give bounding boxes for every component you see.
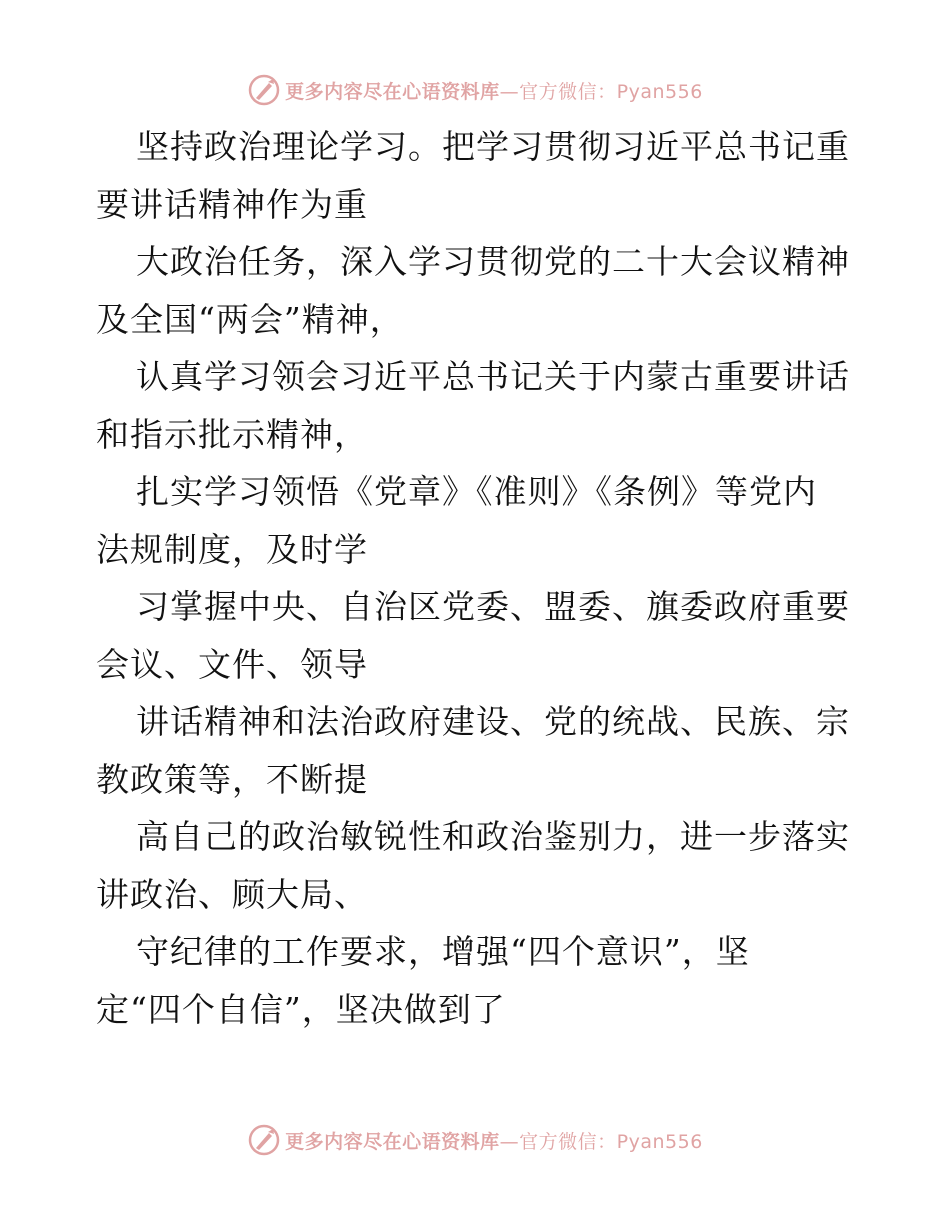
watermark-main-text: 更多内容尽在心语资料库 — [285, 1130, 500, 1153]
text-line: 和指示批示精神， — [96, 414, 368, 454]
header-watermark-banner — [0, 70, 950, 110]
footer-watermark-banner — [0, 1120, 950, 1160]
text-line: 坚持政治理论学习。把学习贯彻习近平总书记重 — [136, 127, 850, 166]
text-line: 定“四个自信”，坚决做到了 — [96, 989, 506, 1029]
text-line: 扎实学习领悟《党章》《准则》《条例》等党内 — [136, 472, 817, 511]
text-line: 习掌握中央、自治区党委、盟委、旗委政府重要 — [136, 587, 850, 626]
document-body — [96, 118, 856, 1038]
text-line: 法规制度，及时学 — [96, 529, 368, 569]
text-line: 讲话精神和法治政府建设、党的统战、民族、宗 — [136, 702, 850, 741]
quill-pen-logo-icon — [247, 1123, 281, 1157]
quill-pen-logo-icon — [247, 73, 281, 107]
watermark-text — [285, 1127, 703, 1154]
watermark-text — [285, 77, 703, 104]
text-line: 要讲话精神作为重 — [96, 184, 368, 224]
text-line: 认真学习领会习近平总书记关于内蒙古重要讲话 — [136, 357, 850, 396]
text-line: 守纪律的工作要求，增强“四个意识”，坚 — [136, 932, 750, 971]
text-line: 大政治任务，深入学习贯彻党的二十大会议精神 — [136, 242, 850, 281]
watermark-main-text: 更多内容尽在心语资料库 — [285, 80, 500, 103]
text-line: 及全国“两会”精神， — [96, 299, 404, 339]
watermark-wechat-text: 官方微信：Pyan556 — [519, 1130, 703, 1153]
text-line: 会议、文件、领导 — [96, 644, 368, 684]
watermark-wechat-text: 官方微信：Pyan556 — [519, 80, 703, 103]
text-line: 教政策等，不断提 — [96, 759, 368, 799]
text-line: 讲政治、顾大局、 — [96, 874, 368, 914]
watermark-separator: — — [499, 1130, 520, 1153]
text-line: 高自己的政治敏锐性和政治鉴别力，进一步落实 — [136, 817, 850, 856]
watermark-separator: — — [499, 80, 520, 103]
